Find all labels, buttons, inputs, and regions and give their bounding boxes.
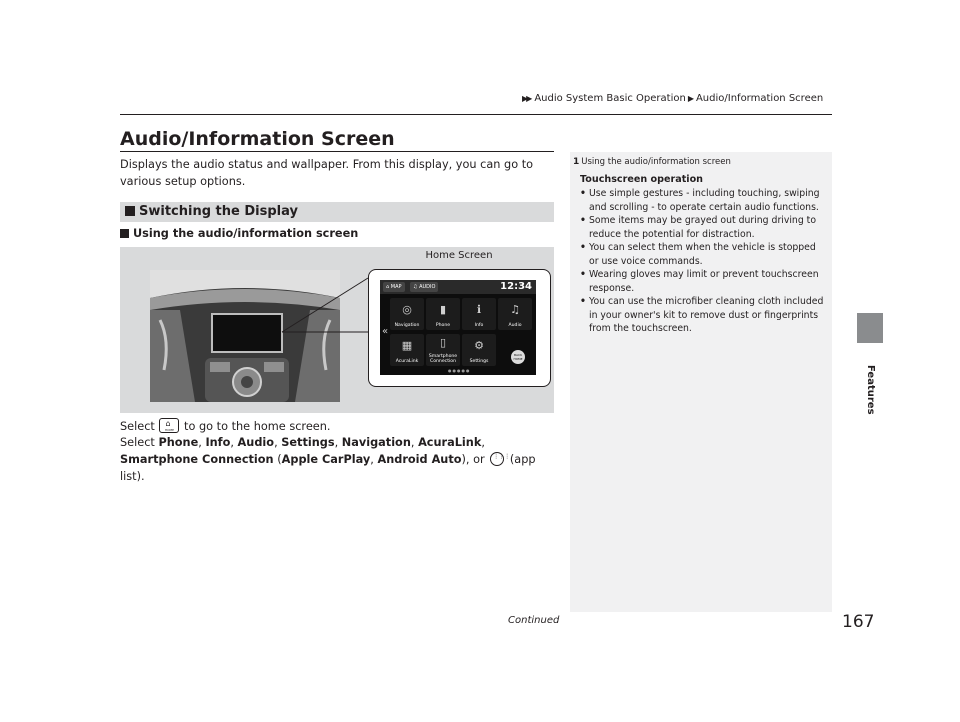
map-tab[interactable]	[383, 282, 405, 292]
subsection-title: Using the audio/information screen	[133, 227, 359, 240]
option-android-auto: Android Auto	[377, 453, 462, 466]
section-square-icon	[125, 206, 135, 216]
note-item: • Some items may be grayed out during driving to reduce the potential for distraction.	[580, 214, 828, 241]
header-rule	[120, 114, 832, 115]
tile-navigation[interactable]	[390, 298, 424, 330]
page-indicator-dots: ●●●●●	[448, 368, 471, 373]
note-marker-icon: 1	[573, 157, 580, 167]
section-title: Switching the Display	[139, 204, 298, 219]
section-tab-marker	[857, 313, 883, 343]
info-icon: ℹ	[476, 303, 482, 316]
music-note-icon: ♫	[413, 284, 418, 290]
note-item: • Wearing gloves may limit or prevent touchscreen response.	[580, 268, 828, 295]
select-home-instruction	[120, 418, 330, 433]
option-navigation: Navigation	[341, 436, 411, 449]
select-text: Select	[120, 436, 159, 449]
tile-label: Smartphone Connection	[428, 354, 458, 364]
audio-tab[interactable]	[410, 282, 438, 292]
note-heading	[573, 157, 731, 167]
home-icon: ⌂	[386, 284, 390, 290]
breadcrumb-level-1[interactable]: Audio System Basic Operation	[534, 93, 686, 104]
callout-lines	[150, 270, 380, 360]
continued-label: Continued	[508, 615, 560, 626]
breadcrumb-arrow-icon: ▶▶	[522, 94, 531, 103]
page-title: Audio/Information Screen	[120, 128, 395, 150]
clock: 12:34	[500, 281, 532, 292]
home-icon-caption: HOME	[164, 428, 174, 432]
tile-label: Audio	[508, 323, 522, 328]
breadcrumb-separator-icon: ▶	[687, 94, 692, 103]
tile-label: Navigation	[394, 323, 420, 328]
tile-label: Phone	[435, 323, 451, 328]
audio-tab-label: AUDIO	[419, 284, 436, 290]
select-text: Select	[120, 420, 155, 433]
title-rule	[120, 151, 554, 152]
paren-open: (	[273, 453, 282, 466]
tile-label: Info	[474, 323, 484, 328]
gear-icon: ⚙	[474, 339, 484, 352]
note-list	[580, 187, 828, 336]
select-options-instruction: Select Phone, Info, Audio, Settings, Navigation, AcuraLink, Smartphone Connection (Apple CarPlay, Android Auto), or ⋮⋮⋮ (app list).	[120, 436, 536, 483]
note-item: • Use simple gestures - including touching, swiping and scrolling - to operate certain audio functions.	[580, 187, 828, 214]
back-home-button[interactable]	[511, 350, 525, 364]
tile-phone[interactable]	[426, 298, 460, 330]
tile-settings[interactable]	[462, 334, 496, 366]
subsection-header	[120, 227, 358, 240]
breadcrumb	[522, 93, 823, 104]
subsection-square-icon	[120, 229, 129, 238]
option-smartphone-connection: Smartphone Connection	[120, 453, 274, 466]
home-button-icon	[159, 418, 179, 433]
tile-acuralink[interactable]	[390, 334, 424, 366]
note-item: • You can use the microfiber cleaning cloth included in your owner's kit to remove dust or fingerprints from the touchscreen.	[580, 295, 828, 336]
tile-label: Settings	[469, 359, 489, 364]
intro-paragraph: Displays the audio status and wallpaper. From this display, you can go to various setup options.	[120, 158, 534, 188]
app-list-text: (app list).	[120, 453, 536, 483]
option-acuralink: AcuraLink	[418, 436, 482, 449]
breadcrumb-level-2[interactable]: Audio/Information Screen	[695, 93, 824, 104]
option-settings: Settings	[281, 436, 335, 449]
app-list-icon	[490, 452, 510, 466]
option-info: Info	[205, 436, 231, 449]
phone-icon: ▮	[439, 303, 447, 316]
option-audio: Audio	[237, 436, 275, 449]
smartphone-icon: ▯	[439, 336, 447, 349]
note-heading-text: Using the audio/information screen	[581, 157, 731, 167]
tile-info[interactable]	[462, 298, 496, 330]
map-tab-label: MAP	[390, 284, 402, 290]
section-header	[120, 202, 554, 222]
tile-audio[interactable]	[498, 298, 532, 330]
option-apple-carplay: Apple CarPlay	[281, 453, 371, 466]
note-item: • You can select them when the vehicle is stopped or use voice commands.	[580, 241, 828, 268]
select-home-text: to go to the home screen.	[184, 420, 331, 433]
figure-caption: Home Screen	[425, 250, 493, 261]
app-grid-icon: ⋮⋮⋮	[493, 453, 510, 460]
option-phone: Phone	[158, 436, 199, 449]
chevron-left-icon[interactable]: «	[382, 326, 389, 337]
page-number: 167	[842, 612, 875, 632]
or-text: ), or	[461, 453, 485, 466]
home-screen	[380, 280, 536, 375]
acuralink-icon: ▦	[401, 339, 413, 352]
tile-label: AcuraLink	[395, 359, 419, 364]
note-subheading: Touchscreen operation	[580, 174, 703, 185]
compass-icon: ◎	[402, 303, 412, 316]
section-tab-label: Features	[865, 365, 876, 415]
back-home-label: BACK HOME	[513, 353, 523, 361]
music-icon: ♫	[510, 303, 520, 316]
tile-smartphone-connection[interactable]	[426, 334, 460, 366]
house-icon: ⌂	[165, 419, 171, 428]
